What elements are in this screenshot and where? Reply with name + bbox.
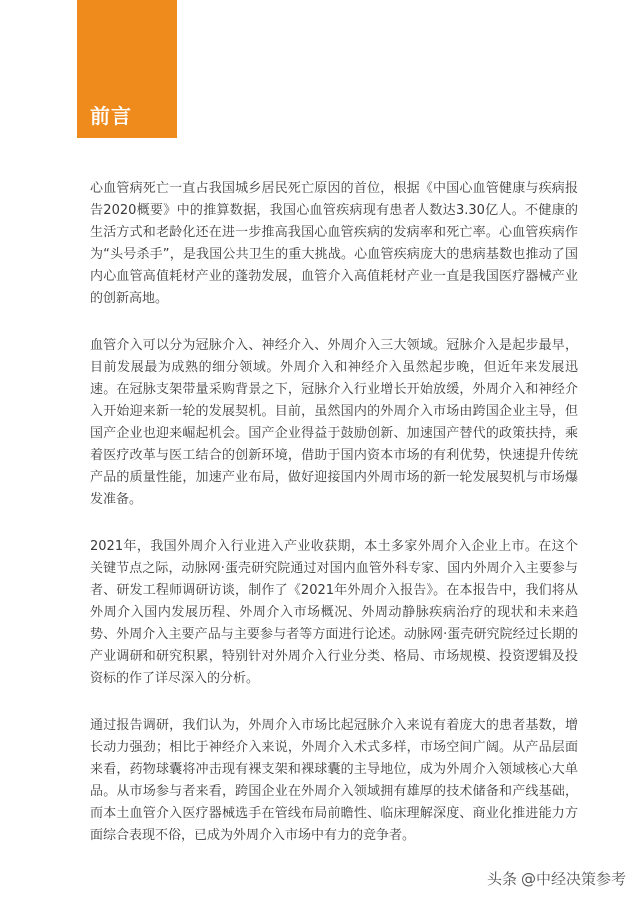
- body-content: [90, 178, 578, 872]
- watermark-text: @中经决策参考: [520, 870, 626, 888]
- paragraph-3: 2021年，我国外周介入行业进入产业收获期，本土多家外周介入企业上市。在这个关键节点之际，动脉网·蛋壳研究院通过对国内血管外科专家、国内外周介入主要参与者、研发工程师调研访谈，制作了《2021年外周介入报告》。在本报告中，我们将从外周介入国内发展历程、外周介入市场概况、外周动静脉疾病治疗的现状和未来趋势、外周介入主要产品与主要参与者等方面进行论述。动脉网·蛋壳研究院经过长期的产业调研和研究积累，特别针对外周介入行业分类、格局、市场规模、投资逻辑及投资标的作了详尽深入的分析。: [90, 539, 578, 686]
- watermark: [487, 868, 626, 889]
- paragraph-4: 通过报告调研，我们认为，外周介入市场比起冠脉介入来说有着庞大的患者基数，增长动力强劲；相比于神经介入来说，外周介入术式多样，市场空间广阔。从产品层面来看，药物球囊将冲击现有裸支架和裸球囊的主导地位，成为外周介入领域核心大单品。从市场参与者来看，跨国企业在外周介入领域拥有雄厚的技术储备和产线基础，而本土血管介入医疗器械选手在管线布局前瞻性、临床理解深度、商业化推进能力方面综合表现不俗，已成为外周介入市场中有力的竞争者。: [90, 718, 578, 843]
- page-title: 前言: [90, 104, 132, 128]
- toutiao-logo-icon: 头条: [486, 870, 517, 888]
- paragraph-2: 血管介入可以分为冠脉介入、神经介入、外周介入三大领域。冠脉介入是起步最早，目前发展最为成熟的细分领域。外周介入和神经介入虽然起步晚，但近年来发展迅速。在冠脉支架带量采购背景之下，冠脉介入行业增长开始放缓，外周介入和神经介入开始迎来新一轮的发展契机。目前，虽然国内的外周介入市场由跨国企业主导，但国产企业也迎来崛起机会。国产企业得益于鼓励创新、加速国产替代的政策扶持，乘着医疗改革与医工结合的创新环境，借助于国内资本市场的有利优势，快速提升传统产品的质量性能，加速产业布局，做好迎接国内外周市场的新一轮发展契机与市场爆发准备。: [90, 338, 578, 507]
- heading-block: [77, 0, 177, 138]
- paragraph-1: 心血管病死亡一直占我国城乡居民死亡原因的首位，根据《中国心血管健康与疾病报告2020概要》中的推算数据，我国心血管疾病现有患者人数达3.30亿人。不健康的生活方式和老龄化还在进一步推高我国心血管疾病的发病率和死亡率。心血管疾病作为“头号杀手”，是我国公共卫生的重大挑战。心血管疾病庞大的患病基数也推动了国内心血管高值耗材产业的蓬勃发展，血管介入高值耗材产业一直是我国医疗器械产业的创新高地。: [90, 181, 578, 306]
